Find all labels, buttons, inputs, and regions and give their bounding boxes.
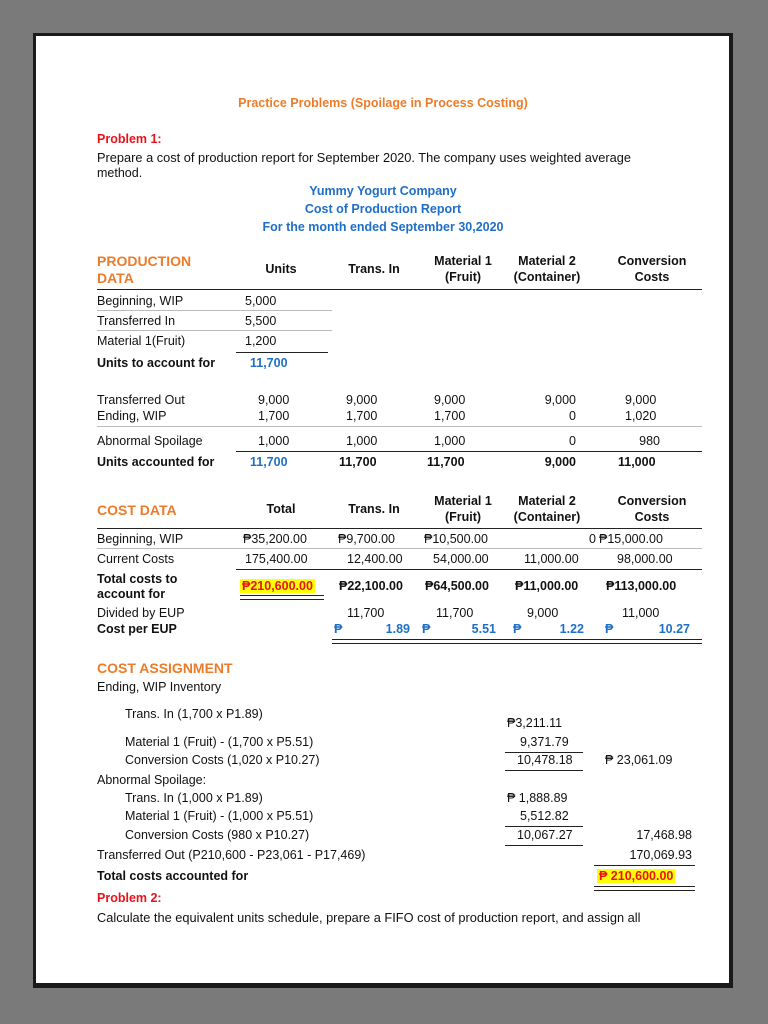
- units-value: 9,000: [258, 393, 290, 407]
- cost-assignment-title: COST ASSIGNMENT: [97, 660, 233, 676]
- units-subtotal-rule: [236, 352, 328, 353]
- production-header-rule: [97, 289, 702, 290]
- material2-value: 9,000: [544, 393, 576, 407]
- total-value: ₱ 23,061.09: [605, 753, 673, 767]
- col-header-units: Units: [265, 262, 297, 276]
- material1-value: 5.51: [471, 622, 496, 636]
- trans-in-value: 1.89: [385, 622, 410, 636]
- conversion-value: 11,000: [622, 606, 660, 620]
- row-label: Units accounted for: [97, 455, 215, 469]
- material1-value: 1,000: [434, 434, 466, 448]
- trans-in-value: 11,700: [339, 455, 377, 469]
- cost-header-conversion-sub: Costs: [634, 510, 670, 524]
- row-label: Beginning, WIP: [97, 532, 184, 546]
- units-value: 11,700: [250, 455, 288, 469]
- conversion-value: 1,020: [625, 409, 657, 423]
- material1-value: 11,700: [427, 455, 465, 469]
- problem1-text-line1: Prepare a cost of production report for September 2020. The company uses weighted average: [97, 150, 631, 165]
- cost-header-material2-sub: (Container): [513, 510, 581, 524]
- trans-in-value: 12,400.00: [347, 552, 403, 566]
- row-divider: [97, 548, 702, 549]
- conversion-value: 11,000: [618, 455, 656, 469]
- total-value: 170,069.93: [629, 848, 692, 862]
- grand-total-top-rule: [594, 865, 695, 866]
- col-header-material1-sub: (Fruit): [444, 270, 482, 284]
- row-label: Beginning, WIP: [97, 294, 184, 308]
- cost-header-material2: Material 2: [518, 494, 576, 508]
- material1-value: 1,700: [434, 409, 466, 423]
- abnormal-spoilage-label: Abnormal Spoilage:: [97, 773, 207, 787]
- col-header-conversion: Conversion: [617, 254, 687, 268]
- total-value: 175,400.00: [245, 552, 308, 566]
- cost-header-total: Total: [266, 502, 296, 516]
- row-label: Abnormal Spoilage: [97, 434, 203, 448]
- material1-value: 9,000: [434, 393, 466, 407]
- amount-value: 9,371.79: [520, 735, 569, 749]
- amount-value: 10,478.18: [517, 753, 573, 767]
- row-label: Current Costs: [97, 552, 175, 566]
- row-label: Transferred Out (P210,600 - P23,061 - P17,469): [97, 848, 366, 862]
- ending-wip-inventory-label: Ending, WIP Inventory: [97, 680, 222, 694]
- units-value: 1,200: [245, 334, 277, 348]
- problem2-text: Calculate the equivalent units schedule, prepare a FIFO cost of production report, and assign all: [97, 910, 641, 925]
- units-value: 1,000: [258, 434, 290, 448]
- per-eup-double-underline: [332, 639, 702, 644]
- row-label-continued: account for: [97, 587, 166, 601]
- col-header-conversion-sub: Costs: [634, 270, 670, 284]
- problem2-label: Problem 2:: [97, 891, 162, 905]
- units-value: 1,700: [258, 409, 290, 423]
- trans-in-value: 1,000: [346, 434, 378, 448]
- total-value: 17,468.98: [636, 828, 692, 842]
- material2-value: 0: [569, 434, 576, 448]
- conversion-value: ₱15,000.00: [599, 532, 663, 546]
- report-period: For the month ended September 30,2020: [262, 220, 504, 234]
- row-label: Ending, WIP: [97, 409, 167, 423]
- row-label: Units to account for: [97, 356, 216, 370]
- material2-value: 0: [569, 409, 576, 423]
- peso-sign: ₱: [334, 622, 343, 636]
- cost-header-material1: Material 1: [434, 494, 492, 508]
- material2-value: 11,000.00: [524, 552, 579, 566]
- row-label: Material 1(Fruit): [97, 334, 186, 348]
- row-label: Material 1 (Fruit) - (1,700 x P5.51): [125, 735, 314, 749]
- amount-value: 5,512.82: [520, 809, 569, 823]
- units-value: 11,700: [250, 356, 288, 370]
- peso-sign: ₱: [605, 622, 614, 636]
- units-value: 5,000: [245, 294, 277, 308]
- ending-subtotal-rule: [505, 770, 583, 771]
- trans-in-value: ₱9,700.00: [338, 532, 395, 546]
- material2-value: 0: [589, 532, 596, 546]
- company-name: Yummy Yogurt Company: [309, 184, 457, 198]
- total-value: ₱35,200.00: [243, 532, 307, 546]
- problem1-label: Problem 1:: [97, 132, 162, 146]
- col-header-material2-sub: (Container): [513, 270, 581, 284]
- conversion-value: 9,000: [625, 393, 657, 407]
- row-label: Conversion Costs (980 x P10.27): [125, 828, 310, 842]
- production-data-title-1: PRODUCTION: [97, 253, 192, 269]
- problem1-text-line2: method.: [97, 166, 143, 180]
- accounted-top-rule: [236, 451, 702, 452]
- peso-sign: ₱: [513, 622, 522, 636]
- row-label: Total costs accounted for: [97, 869, 249, 883]
- row-label: Cost per EUP: [97, 622, 177, 636]
- material2-value: 1.22: [559, 622, 584, 636]
- conversion-value: 10.27: [658, 622, 690, 636]
- document-page: [33, 33, 733, 988]
- amount-value: ₱ 1,888.89: [507, 791, 568, 805]
- total-costs-rule: [236, 569, 702, 570]
- col-header-material2: Material 2: [518, 254, 576, 268]
- amount-value: ₱3,211.11: [507, 716, 563, 730]
- row-label: Transferred In: [97, 314, 176, 328]
- material1-value: 54,000.00: [433, 552, 489, 566]
- row-divider: [97, 426, 702, 427]
- production-data-title-2: DATA: [97, 270, 134, 286]
- cost-header-rule: [97, 528, 702, 529]
- grand-total-double-underline: [594, 886, 695, 891]
- material2-value: 9,000: [544, 455, 576, 469]
- page-title: Practice Problems (Spoilage in Process Costing): [238, 96, 528, 110]
- cost-header-trans-in: Trans. In: [348, 502, 400, 516]
- trans-in-value: 9,000: [346, 393, 378, 407]
- row-divider: [97, 330, 332, 331]
- row-label: Material 1 (Fruit) - (1,000 x P5.51): [125, 809, 314, 823]
- row-label: Trans. In (1,700 x P1.89): [125, 707, 263, 721]
- units-value: 5,500: [245, 314, 277, 328]
- col-header-trans-in: Trans. In: [348, 262, 400, 276]
- trans-in-value: ₱22,100.00: [339, 579, 403, 593]
- trans-in-value: 1,700: [346, 409, 378, 423]
- abnormal-subtotal-rule-top: [505, 826, 583, 827]
- total-value-highlighted: ₱210,600.00: [242, 579, 313, 593]
- cost-header-material1-sub: (Fruit): [444, 510, 482, 524]
- material2-value: ₱11,000.00: [515, 579, 579, 593]
- row-label: Total costs to: [97, 572, 178, 586]
- row-divider: [97, 310, 332, 311]
- total-double-underline: [240, 595, 324, 600]
- conversion-value: ₱113,000.00: [606, 579, 677, 593]
- conversion-value: 980: [639, 434, 660, 448]
- trans-in-value: 11,700: [347, 606, 385, 620]
- cost-header-conversion: Conversion: [617, 494, 687, 508]
- row-label: Divided by EUP: [97, 606, 185, 620]
- row-label: Trans. In (1,000 x P1.89): [125, 791, 263, 805]
- abnormal-subtotal-rule: [505, 845, 583, 846]
- col-header-material1: Material 1: [434, 254, 492, 268]
- row-label: Transferred Out: [97, 393, 185, 407]
- conversion-value: 98,000.00: [617, 552, 673, 566]
- material1-value: 11,700: [436, 606, 474, 620]
- row-label: Conversion Costs (1,020 x P10.27): [125, 753, 320, 767]
- report-title: Cost of Production Report: [304, 202, 462, 216]
- material1-value: ₱64,500.00: [425, 579, 489, 593]
- material1-value: ₱10,500.00: [424, 532, 488, 546]
- peso-sign: ₱: [422, 622, 431, 636]
- cost-data-title: COST DATA: [97, 502, 177, 518]
- total-value-highlighted: ₱ 210,600.00: [599, 869, 674, 883]
- material2-value: 9,000: [527, 606, 559, 620]
- amount-value: 10,067.27: [517, 828, 573, 842]
